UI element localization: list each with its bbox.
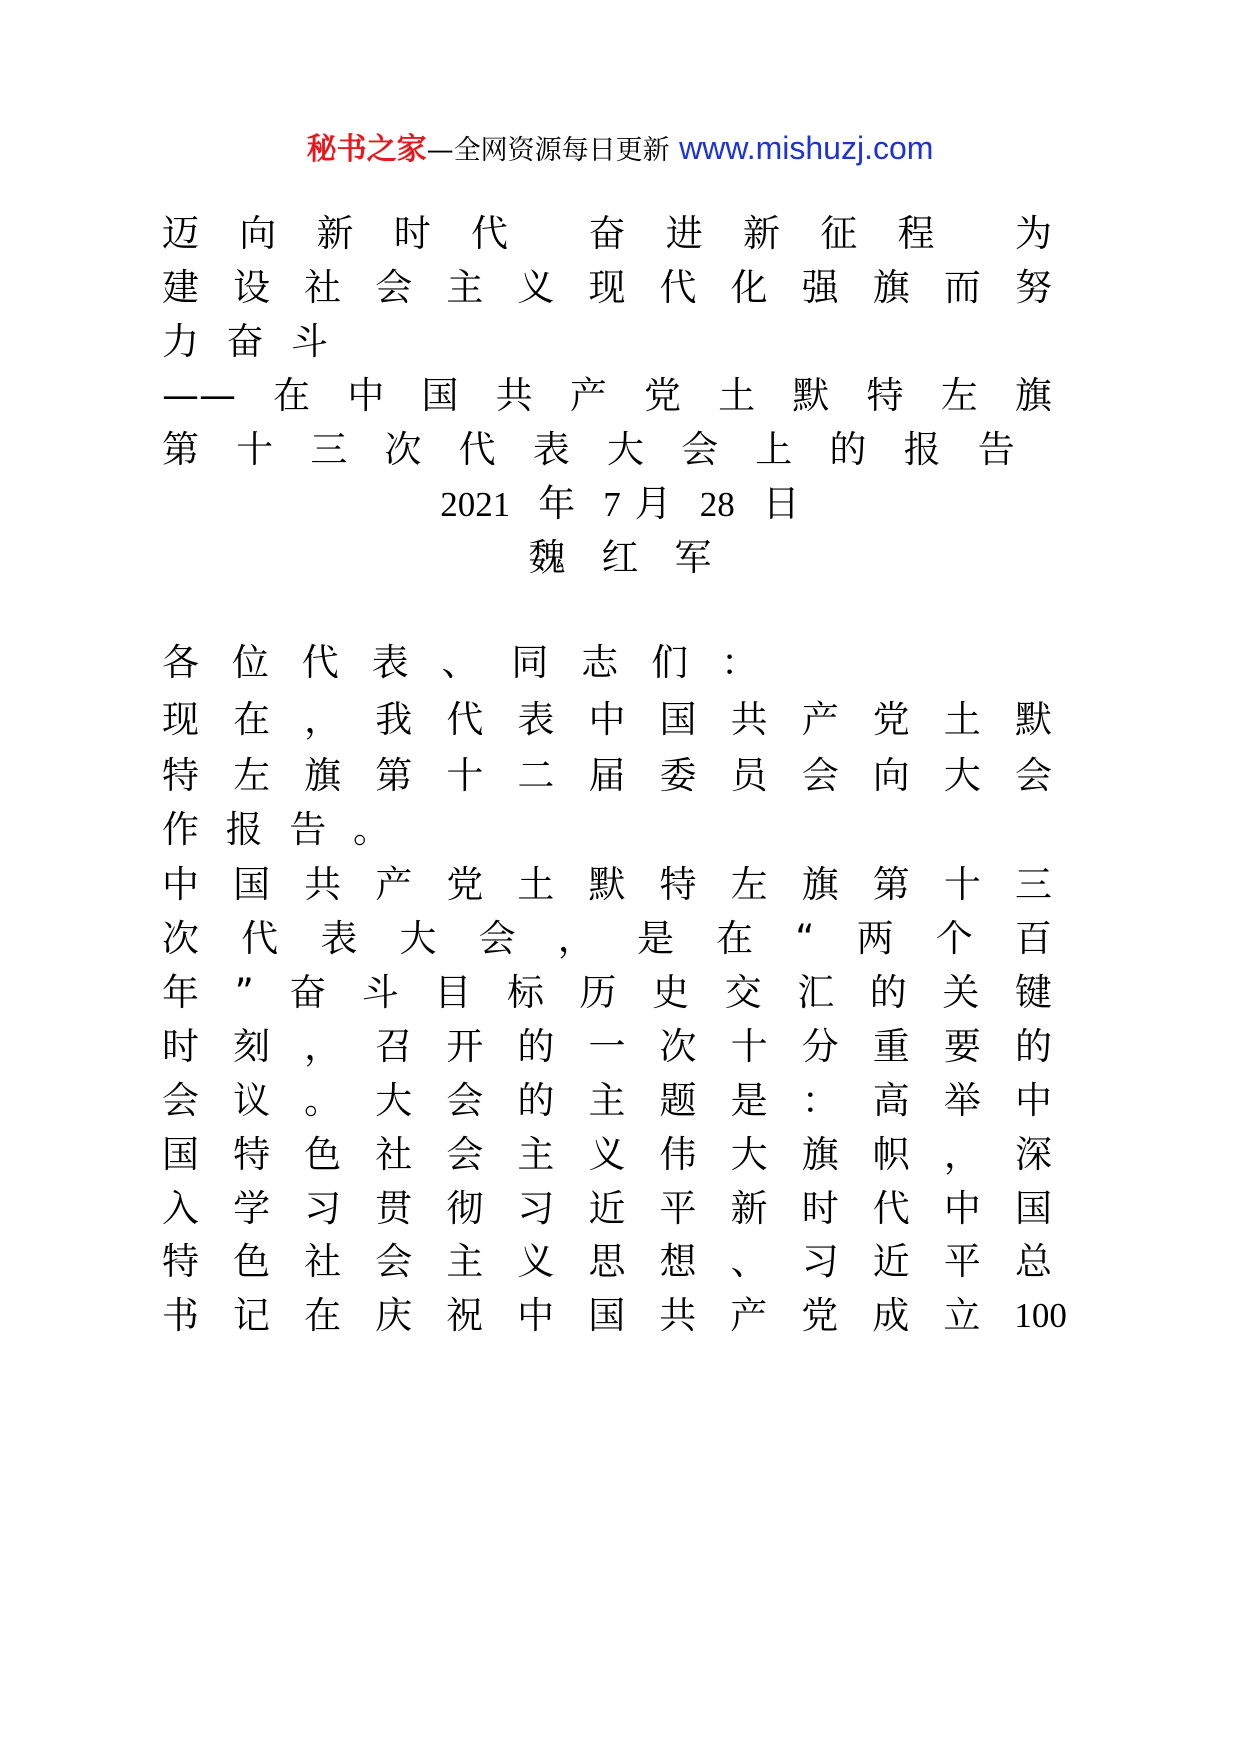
- body-char: 彻: [446, 1187, 484, 1230]
- body-char: 十: [730, 1025, 768, 1068]
- body-char: 同: [511, 641, 549, 684]
- body-char: 祝: [446, 1294, 484, 1337]
- body-char: 十: [446, 754, 484, 797]
- date-month-unit: 月: [634, 482, 672, 525]
- body-char: 高: [872, 1079, 910, 1122]
- body-char: 的: [517, 1025, 555, 1068]
- body-char: 要: [943, 1025, 981, 1068]
- body-char: 会: [162, 1079, 199, 1122]
- body-char: 100: [1014, 1296, 1067, 1335]
- body-char: 现: [162, 698, 199, 741]
- title-char: 努: [1014, 266, 1052, 309]
- body-char: 思: [588, 1240, 626, 1283]
- body-char: 各: [162, 641, 199, 684]
- body-char: 贯: [375, 1187, 413, 1230]
- date-day-unit: 日: [762, 482, 800, 525]
- body-char: 志: [581, 641, 619, 684]
- body-char: 深: [1014, 1133, 1052, 1176]
- title-char: 在: [273, 374, 311, 417]
- title-char: 国: [421, 374, 459, 417]
- title-char: 旗: [1014, 374, 1052, 417]
- body-char: 习: [801, 1240, 839, 1283]
- body-char: 召: [375, 1025, 413, 1068]
- body-char: 、: [441, 641, 479, 684]
- body-char: 代: [301, 641, 339, 684]
- body-char: 大: [399, 917, 437, 960]
- body-char: 习: [517, 1187, 555, 1230]
- body-char: 主: [446, 1240, 484, 1283]
- title-char: 三: [310, 428, 348, 471]
- body-char: 议: [233, 1079, 271, 1122]
- body-char: 大: [730, 1133, 768, 1176]
- title-char: 进: [665, 212, 703, 255]
- body-char: 产: [801, 698, 839, 741]
- title-char: 次: [384, 428, 422, 471]
- author-char: 红: [601, 536, 639, 579]
- body-char: 中: [517, 1294, 555, 1337]
- body-char: 在: [716, 917, 754, 960]
- body-char: ：: [721, 641, 758, 684]
- body-char: 时: [162, 1025, 199, 1068]
- title-char: 中: [347, 374, 385, 417]
- body-char: 关: [942, 971, 980, 1014]
- body-char: 报: [225, 808, 263, 851]
- body-char: 庆: [375, 1294, 413, 1337]
- body-char: ，: [557, 917, 595, 960]
- body-char: 旗: [801, 1133, 839, 1176]
- title-char: 程: [897, 212, 935, 255]
- body-char: 默: [588, 863, 626, 906]
- body-char: 党: [872, 698, 910, 741]
- body-char: 史: [652, 971, 690, 1014]
- title-char: 斗: [291, 320, 328, 363]
- body-char: 我: [375, 698, 413, 741]
- body-char: 题: [659, 1079, 697, 1122]
- body-char: 国: [162, 1133, 199, 1176]
- author-char: 军: [674, 536, 712, 579]
- body-char: 中: [588, 698, 626, 741]
- body-line: [162, 855, 1052, 915]
- body-char: 、: [730, 1240, 768, 1283]
- body-char: 中: [162, 863, 199, 906]
- body-char: 会: [478, 917, 516, 960]
- header-tagline: —全网资源每日更新: [426, 135, 670, 166]
- body-char: 作: [162, 808, 199, 851]
- body-char: 表: [517, 698, 555, 741]
- body-char: 平: [659, 1187, 697, 1230]
- body-char: 立: [943, 1294, 981, 1337]
- body-char: ”: [234, 971, 254, 1014]
- body-char: 学: [233, 1187, 271, 1230]
- body-char: 社: [304, 1240, 342, 1283]
- body-char: 会: [446, 1079, 484, 1122]
- body-char: 国: [1014, 1187, 1052, 1230]
- body-char: 近: [588, 1187, 626, 1230]
- title-char: ——: [162, 374, 236, 417]
- body-char: 表: [371, 641, 409, 684]
- brand-name: 秘书之家: [306, 132, 427, 167]
- body-char: 会: [801, 754, 839, 797]
- body-char: “: [795, 917, 815, 960]
- body-char: 主: [588, 1079, 626, 1122]
- body-char: 委: [659, 754, 697, 797]
- body-char: 时: [801, 1187, 839, 1230]
- body-char: 年: [162, 971, 199, 1014]
- body-char: 大: [943, 754, 981, 797]
- body-char: ，: [304, 698, 342, 741]
- body-char: 入: [162, 1187, 199, 1230]
- body-line: [162, 800, 390, 860]
- title-char: 的: [829, 428, 867, 471]
- title-char: 现: [588, 266, 626, 309]
- body-char: 会: [1014, 754, 1052, 797]
- body-char: 表: [320, 917, 358, 960]
- body-char: 三: [1014, 863, 1052, 906]
- body-char: 。: [352, 808, 390, 851]
- title-char: 会: [375, 266, 413, 309]
- title-char: 旗: [872, 266, 910, 309]
- body-char: 届: [588, 754, 626, 797]
- body-char: 的: [869, 971, 907, 1014]
- title-char: 迈: [162, 212, 199, 255]
- title-char: 奋: [226, 320, 264, 363]
- body-line: [162, 746, 1052, 806]
- body-char: 色: [304, 1133, 342, 1176]
- body-char: 会: [446, 1133, 484, 1176]
- author-char: 魏: [528, 536, 566, 579]
- body-line: [162, 690, 1052, 750]
- body-char: 奋: [289, 971, 327, 1014]
- body-char: 是: [730, 1079, 768, 1122]
- body-char: 书: [162, 1294, 199, 1337]
- body-char: 总: [1014, 1240, 1052, 1283]
- title-char: 化: [730, 266, 768, 309]
- body-char: 告: [289, 808, 327, 851]
- site-header: [0, 128, 1240, 171]
- body-char: 产: [730, 1294, 768, 1337]
- title-char: 产: [569, 374, 607, 417]
- body-char: 在: [304, 1294, 342, 1337]
- body-char: ，: [943, 1133, 981, 1176]
- body-char: 键: [1014, 971, 1052, 1014]
- body-char: 的: [517, 1079, 555, 1122]
- title-char: 左: [940, 374, 978, 417]
- body-line: [162, 909, 1052, 969]
- body-char: ：: [801, 1079, 839, 1122]
- body-char: 一: [588, 1025, 626, 1068]
- title-char: 上: [755, 428, 793, 471]
- body-char: 中: [943, 1187, 981, 1230]
- title-char: 代: [471, 212, 508, 255]
- body-char: 平: [943, 1240, 981, 1283]
- body-char: 色: [233, 1240, 271, 1283]
- title-line: [162, 420, 1052, 480]
- body-char: 位: [231, 641, 269, 684]
- body-char: 。: [304, 1079, 342, 1122]
- body-char: 共: [659, 1294, 697, 1337]
- body-char: 们: [651, 641, 689, 684]
- body-line: [162, 1017, 1052, 1077]
- body-char: 第: [375, 754, 413, 797]
- body-char: 义: [588, 1133, 626, 1176]
- title-char: 土: [718, 374, 756, 417]
- body-char: 次: [162, 917, 199, 960]
- body-char: 新: [730, 1187, 768, 1230]
- body-char: 重: [872, 1025, 910, 1068]
- body-char: 近: [872, 1240, 910, 1283]
- body-char: 交: [724, 971, 762, 1014]
- body-char: 会: [375, 1240, 413, 1283]
- body-char: 党: [801, 1294, 839, 1337]
- title-char: 第: [162, 428, 199, 471]
- body-line: [162, 1071, 1052, 1131]
- body-char: 共: [304, 863, 342, 906]
- body-char: 默: [1014, 698, 1052, 741]
- body-line: [162, 1125, 1052, 1185]
- body-char: 产: [375, 863, 413, 906]
- body-char: ，: [304, 1025, 342, 1068]
- body-char: 大: [375, 1079, 413, 1122]
- body-char: 举: [943, 1079, 981, 1122]
- title-char: 征: [820, 212, 858, 255]
- body-char: 分: [801, 1025, 839, 1068]
- report-date: [0, 474, 1240, 534]
- title-line: [162, 366, 1052, 426]
- body-char: 次: [659, 1025, 697, 1068]
- title-line: [162, 312, 328, 372]
- body-char: 义: [517, 1240, 555, 1283]
- body-char: 党: [446, 863, 484, 906]
- title-char: 代: [659, 266, 697, 309]
- body-char: 汇: [797, 971, 835, 1014]
- title-char: 强: [801, 266, 839, 309]
- title-char: 代: [458, 428, 496, 471]
- body-line: [162, 1232, 1052, 1292]
- title-char: 时: [393, 212, 431, 255]
- title-char: 新: [743, 212, 780, 255]
- body-line: [162, 1286, 1067, 1346]
- body-char: 代: [872, 1187, 910, 1230]
- title-line: [162, 258, 1052, 318]
- body-line: [162, 1179, 1052, 1239]
- body-char: 特: [659, 863, 697, 906]
- date-year-unit: 年: [538, 482, 576, 525]
- date-year: 2021: [440, 485, 511, 524]
- body-char: 开: [446, 1025, 484, 1068]
- body-char: 土: [943, 698, 981, 741]
- body-char: 代: [446, 698, 484, 741]
- title-char: 告: [977, 428, 1015, 471]
- body-char: 旗: [801, 863, 839, 906]
- date-day: 28: [699, 485, 735, 524]
- body-line: [162, 633, 758, 693]
- body-char: 土: [517, 863, 555, 906]
- title-char: 为: [1015, 212, 1052, 255]
- body-char: 左: [233, 754, 271, 797]
- title-char: 社: [304, 266, 342, 309]
- date-month: 7: [603, 485, 621, 524]
- body-char: 是: [636, 917, 674, 960]
- body-char: 员: [730, 754, 768, 797]
- title-char: 而: [943, 266, 981, 309]
- body-char: 主: [517, 1133, 555, 1176]
- body-char: 的: [1014, 1025, 1052, 1068]
- author-name: [0, 528, 1240, 588]
- body-char: 社: [375, 1133, 413, 1176]
- title-char: 十: [236, 428, 274, 471]
- body-char: 伟: [659, 1133, 697, 1176]
- body-char: 两: [856, 917, 894, 960]
- title-char: 新: [316, 212, 354, 255]
- body-char: 标: [506, 971, 544, 1014]
- body-char: 左: [730, 863, 768, 906]
- body-char: 百: [1014, 917, 1052, 960]
- body-char: 刻: [233, 1025, 271, 1068]
- body-char: 斗: [361, 971, 399, 1014]
- body-char: 国: [659, 698, 697, 741]
- title-char: 表: [532, 428, 570, 471]
- body-char: 中: [1014, 1079, 1052, 1122]
- body-char: 成: [872, 1294, 910, 1337]
- body-char: 十: [943, 863, 981, 906]
- body-char: 共: [730, 698, 768, 741]
- title-char: 奋: [588, 212, 626, 255]
- title-char: 向: [239, 212, 277, 255]
- title-char: 大: [606, 428, 644, 471]
- body-char: 个: [935, 917, 973, 960]
- body-char: 帜: [872, 1133, 910, 1176]
- body-char: 特: [162, 754, 199, 797]
- body-char: 目: [434, 971, 472, 1014]
- body-char: 习: [304, 1187, 342, 1230]
- title-char: 默: [792, 374, 830, 417]
- site-url-link[interactable]: www.mishuzj.com: [679, 130, 934, 166]
- title-char: 报: [903, 428, 941, 471]
- body-char: 代: [241, 917, 279, 960]
- body-char: 记: [233, 1294, 271, 1337]
- body-char: 想: [659, 1240, 697, 1283]
- body-char: 在: [233, 698, 271, 741]
- body-char: 向: [872, 754, 910, 797]
- title-char: 会: [681, 428, 719, 471]
- title-char: 党: [644, 374, 682, 417]
- title-char: 义: [517, 266, 555, 309]
- title-char: 特: [866, 374, 904, 417]
- body-line: [162, 963, 1052, 1023]
- body-char: 历: [579, 971, 617, 1014]
- body-char: 第: [872, 863, 910, 906]
- body-char: 特: [233, 1133, 271, 1176]
- title-char: 共: [495, 374, 533, 417]
- title-line: [162, 204, 1052, 264]
- body-char: 二: [517, 754, 555, 797]
- body-char: 旗: [304, 754, 342, 797]
- body-char: 国: [588, 1294, 626, 1337]
- title-char: 建: [162, 266, 199, 309]
- body-char: 特: [162, 1240, 199, 1283]
- title-char: 主: [446, 266, 484, 309]
- title-char: 力: [162, 320, 199, 363]
- title-char: 设: [233, 266, 271, 309]
- body-char: 国: [233, 863, 271, 906]
